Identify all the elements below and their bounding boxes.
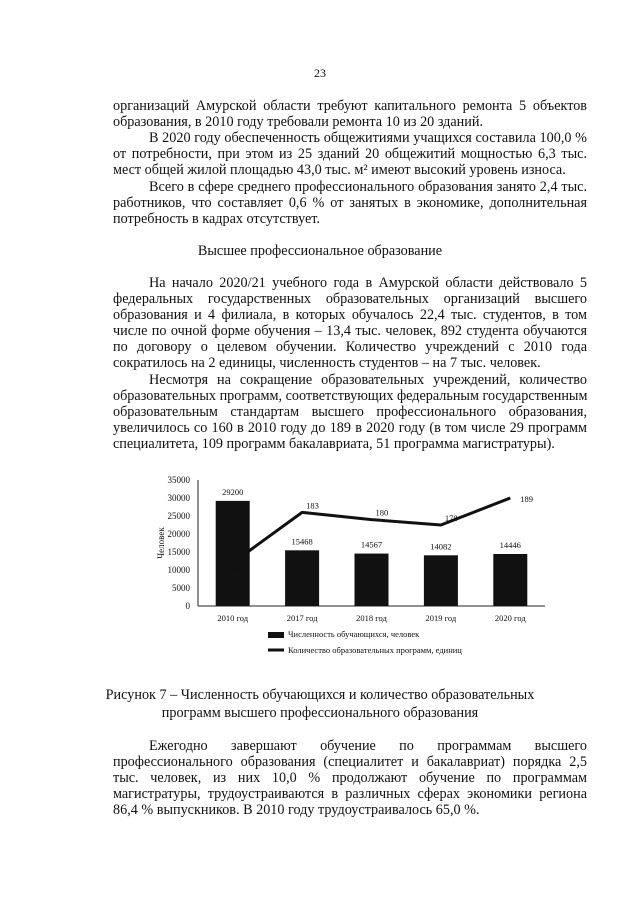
line-value-label: 180 — [375, 507, 389, 518]
page-number: 23 — [314, 66, 326, 80]
y-tick-label: 20000 — [167, 529, 190, 539]
line-value-label: 183 — [306, 500, 319, 511]
text-line: увеличилось со 160 в 2010 году до 189 в 2020 году (в том числе 29 программ — [113, 420, 587, 436]
bar — [285, 550, 319, 606]
text-line: магистратуры, трудоустраиваются в различных сферах экономики региона — [113, 786, 587, 802]
legend-label: Численность обучающихся, человек — [288, 629, 420, 639]
legend-swatch-bar — [268, 632, 284, 638]
caption-line: программ высшего профессионального образования — [161, 705, 479, 721]
paragraph-universities — [113, 275, 587, 371]
bar — [493, 554, 527, 606]
legend-label: Количество образовательных программ, единиц — [288, 645, 462, 655]
text-line: образования и 4 филиала, в которых обучалось 22,4 тыс. студентов, в том — [113, 307, 587, 323]
caption-line: Рисунок 7 – Численность обучающихся и количество образовательных — [105, 687, 535, 703]
paragraph-programs — [113, 372, 587, 452]
text-line: Всего в сфере среднего профессионального образования занято 2,4 тыс. — [149, 179, 587, 195]
text-line: На начало 2020/21 учебного года в Амурской области действовало 5 — [149, 275, 587, 291]
text-line: В 2020 году обеспеченность общежитиями учащихся составила 100,0 % — [149, 130, 587, 146]
text-line: образования, в 2010 году требовали ремонта 10 из 20 зданий. — [113, 114, 484, 130]
text-line: Несмотря на сокращение образовательных учреждений, количество — [149, 372, 587, 388]
y-axis-title: Человек — [156, 527, 166, 559]
bar — [355, 554, 389, 606]
bar-value-label: 29200 — [222, 486, 244, 497]
x-tick-label: 2018 год — [356, 613, 387, 623]
y-tick-label: 5000 — [172, 583, 190, 593]
text-line: сократилось на 2 единицы, численность студентов – на 7 тыс. человек. — [113, 355, 541, 371]
y-tick-label: 10000 — [167, 565, 190, 575]
text-line: федеральных государственных образовательных организаций высшего — [113, 291, 587, 307]
text-line: мест общей жилой площадью 43,0 тыс. м² имеют высокий уровень износа. — [113, 162, 566, 178]
line-value-label: 189 — [520, 494, 534, 504]
text-line: работников, что составляет 0,6 % от занятых в экономике, дополнительная — [113, 195, 587, 211]
y-tick-label: 15000 — [167, 547, 190, 557]
text-line: по договору о целевом обучении. Количество учреждений с 2010 года — [113, 339, 587, 355]
text-line: 86,4 % выпускников. В 2010 году трудоустраивалось 65,0 %. — [113, 802, 480, 818]
paragraph-dormitories — [113, 130, 587, 178]
bar-value-label: 14446 — [499, 539, 521, 550]
text-line: организаций Амурской области требуют капитального ремонта 5 объектов — [113, 98, 587, 114]
x-tick-label: 2017 год — [286, 613, 318, 623]
bar-value-label: 14082 — [430, 541, 452, 552]
series-line — [233, 498, 511, 563]
figure-caption — [0, 686, 640, 722]
y-tick-label: 35000 — [167, 475, 190, 485]
x-tick-label: 2020 год — [494, 613, 526, 623]
paragraph-graduates — [113, 738, 587, 818]
bar-value-label: 15468 — [291, 536, 313, 547]
text-line: числе по очной форме обучения – 13,4 тыс. человек, 892 студента обучаются — [113, 323, 587, 339]
paragraph-capital-repair — [113, 98, 587, 130]
section-heading: Высшее профессиональное образование — [197, 243, 443, 259]
text-line: тыс. человек, из них 10,0 % продолжают обучение по программам — [113, 770, 587, 786]
x-tick-label: 2010 год — [217, 613, 249, 623]
y-tick-label: 25000 — [167, 511, 190, 521]
text-line: образовательным стандартам высшего профессионального образования, — [113, 404, 587, 420]
bar-value-label: 14567 — [360, 539, 383, 550]
bar — [424, 555, 458, 606]
text-line: образовательных программ, соответствующих федеральным государственным — [113, 388, 588, 404]
y-tick-label: 30000 — [167, 493, 190, 503]
paragraph-staff — [113, 179, 587, 227]
text-line: от потребности, при этом из 25 зданий 20 общежитий мощностью 6,3 тыс. — [113, 146, 587, 162]
x-tick-label: 2019 год — [425, 613, 457, 623]
text-line: потребность в кадрах отсутствует. — [113, 211, 320, 227]
text-line: профессионального образования (специалитет и бакалавриат) порядка 2,5 — [113, 754, 587, 770]
line-value-label: 160 — [228, 563, 242, 574]
y-tick-label: 0 — [185, 601, 190, 611]
figure-chart — [150, 472, 550, 667]
text-line: специалитета, 109 программ бакалавриата, 51 программа магистратуры). — [113, 436, 555, 452]
line-value-label: 178 — [444, 513, 458, 523]
text-line: Ежегодно завершают обучение по программам высшего — [149, 738, 587, 754]
